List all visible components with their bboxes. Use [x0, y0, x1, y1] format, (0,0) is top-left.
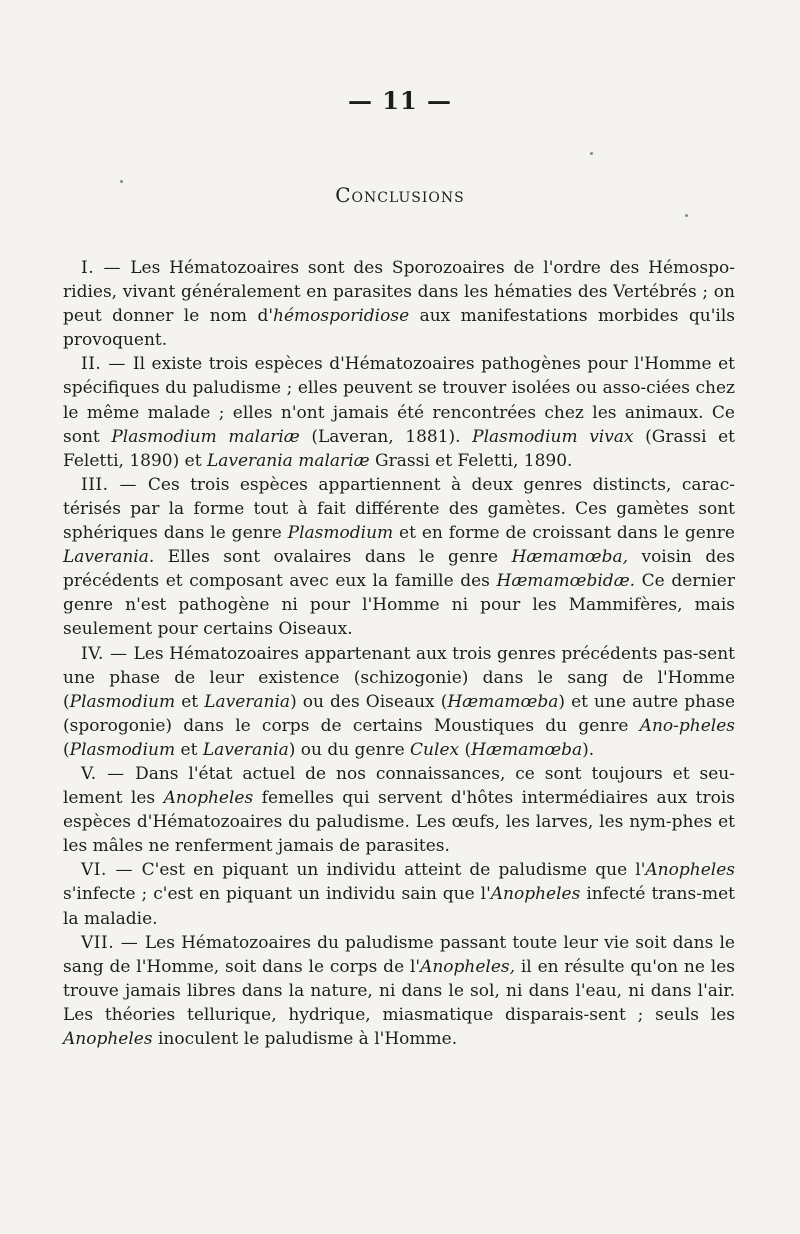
paragraph-text: et	[175, 691, 205, 712]
italic-term: Anopheles	[645, 860, 735, 881]
paragraph-text: (	[459, 739, 472, 760]
paragraph-text: femelles qui servent d'hôtes intermédiaires aux trois espèces d'Hématozoaires du paludisme. Les œufs, les larves, les nym-phes et les mâles ne renferment jamais de parasites.	[63, 788, 735, 857]
paragraph-number: III. —	[81, 474, 148, 495]
italic-term: Laverania.	[63, 547, 155, 568]
italic-term: Hæmamœba	[471, 739, 583, 760]
print-speck	[590, 152, 593, 155]
paragraph-number: II. —	[81, 354, 133, 375]
paragraph-text: il en résulte qu'on ne les trouve jamais libres dans la nature, ni dans le sol, ni dans l'eau, ni dans l'air. Les théories tellurique, hydrique, miasmatique disparais-sent ; seuls les	[63, 956, 735, 1025]
paragraph-text: ) ou du genre	[288, 739, 411, 760]
conclusion-paragraph	[63, 642, 735, 762]
paragraph-text: Dans l'état actuel de nos connaissances, ce sont toujours et seu-lement les	[63, 763, 735, 809]
italic-term: Anopheles	[163, 788, 254, 809]
conclusion-paragraph	[63, 473, 735, 642]
conclusion-paragraph	[63, 762, 735, 858]
italic-term: Anopheles	[490, 884, 581, 905]
paragraph-text: Ce dernier genre n'est pathogène ni pour l'Homme ni pour les Mammifères, mais seulement pour certains Oiseaux.	[63, 571, 735, 640]
paragraph-text: s'infecte ; c'est en piquant un individu sain que l'	[63, 884, 491, 905]
paragraph-number: VI. —	[81, 860, 142, 881]
paragraph-text: voisin des précédents et composant avec eux la famille des	[63, 547, 735, 592]
italic-term: Plasmodium vivax	[472, 426, 634, 447]
italic-term: Hæmamœba,	[511, 547, 628, 568]
italic-term: Hæmamœbidæ.	[496, 571, 636, 592]
italic-term: Laverania	[202, 739, 289, 760]
paragraph-text: Ces trois espèces appartiennent à deux genres distincts, carac-térisés par la forme tout à fait différente des gamètes. Ces gamètes sont sphériques dans le genre	[63, 474, 735, 544]
italic-term: Hæmamœba	[447, 691, 559, 712]
italic-term: Laverania	[204, 691, 291, 712]
italic-term: Plasmodium	[287, 523, 394, 544]
italic-term: Plasmodium malariæ	[111, 426, 300, 447]
conclusion-paragraph	[63, 858, 735, 930]
paragraph-number: IV. —	[81, 643, 134, 664]
paragraph-text: et en forme de croissant dans le genre	[393, 523, 735, 544]
paragraph-text: infecté trans-met la maladie.	[63, 884, 735, 929]
paragraph-text: C'est en piquant un individu atteint de paludisme que l'	[141, 860, 646, 881]
paragraph-text: ).	[582, 739, 595, 760]
paragraph-text: aux manifestations morbides qu'ils provoquent.	[63, 306, 735, 351]
paragraph-text: Les Hématozoaires appartenant aux trois genres précédents pas-sent une phase de leur existence (schizogonie) dans le sang de l'Homme (	[63, 643, 736, 712]
conclusion-paragraph	[63, 256, 735, 352]
paragraph-text: inoculent le paludisme à l'Homme.	[152, 1029, 458, 1049]
paragraph-text: ) ou des Oiseaux (	[290, 691, 448, 712]
paragraph-number: I. —	[81, 258, 131, 278]
paragraph-text: (Grassi et Feletti, 1890) et	[63, 426, 735, 471]
conclusion-paragraph	[63, 352, 735, 472]
italic-term: Laverania malariæ	[206, 450, 370, 471]
page-title: Conclusions	[335, 183, 465, 207]
italic-term: Plasmodium	[69, 691, 176, 712]
paragraph-text: (Laveran, 1881).	[299, 426, 473, 447]
paragraph-text: ) et une autre phase (sporogonie) dans le corps de certains Moustiques du genre	[63, 691, 736, 736]
conclusion-paragraph	[63, 931, 735, 1051]
paragraph-number: V. —	[81, 763, 136, 784]
paragraph-number: VII. —	[81, 932, 145, 953]
print-speck	[685, 214, 688, 217]
print-speck	[120, 180, 123, 183]
paragraph-text: Les Hématozoaires sont des Sporozoaires de l'ordre des Hémospo-ridies, vivant généralement en parasites dans les hématies des Vertébrés ; on peut donner le nom d'	[63, 258, 735, 327]
italic-term: Anopheles	[63, 1029, 153, 1049]
italic-term: Ano-pheles	[639, 715, 735, 736]
italic-term: hémosporidiose	[273, 306, 410, 327]
paragraph-text: et	[175, 739, 203, 760]
paragraph-text: (	[63, 739, 70, 760]
italic-term: Culex	[410, 739, 460, 760]
italic-term: Anopheles,	[420, 956, 516, 977]
paragraph-text: Grassi et Feletti, 1890.	[369, 450, 573, 471]
conclusions-body	[63, 256, 735, 1051]
paragraph-text: Il existe trois espèces d'Hématozoaires pathogènes pour l'Homme et spécifiques du paludisme ; elles peuvent se trouver isolées ou asso-ciées chez le même malade ; elles n'ont jamais été rencontrées chez les animaux. Ce sont	[63, 354, 735, 447]
italic-term: Plasmodium	[69, 739, 176, 760]
page-number: — 11 —	[347, 86, 453, 115]
paragraph-text: Les Hématozoaires du paludisme passant toute leur vie soit dans le sang de l'Homme, soit dans le corps de l'	[63, 932, 735, 977]
paragraph-text: Elles sont ovalaires dans le genre	[154, 547, 512, 568]
